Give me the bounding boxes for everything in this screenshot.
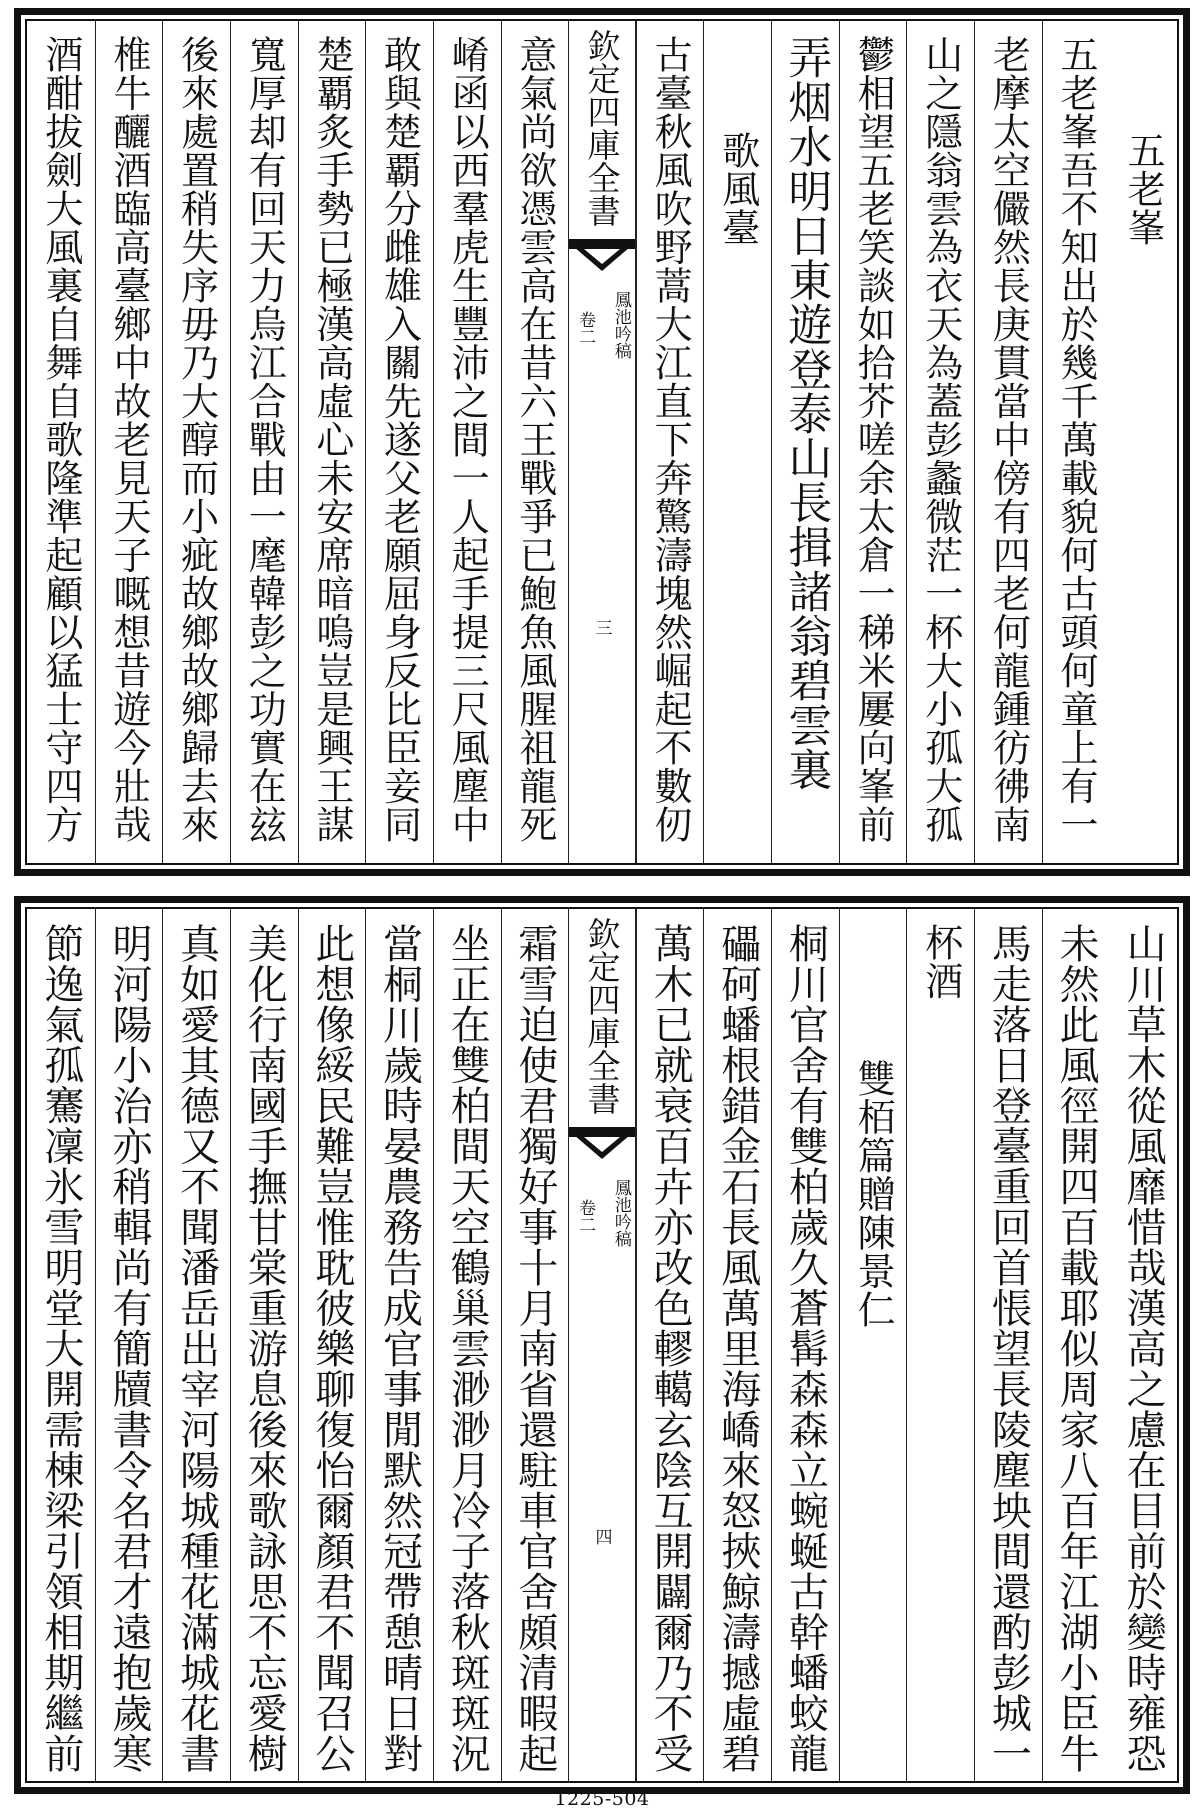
- text-column: [703, 909, 771, 1781]
- column-text: 節逸氣孤騫凜氷雪明堂大開需棟梁引領相期繼前: [37, 923, 84, 1774]
- column-text: 敢與楚覇分雌雄入關先遂父老願屈身反比臣妾同: [377, 35, 422, 844]
- column-text: 明河陽小治亦稍輯尚有簡牘書令名君才遠抱歲寒: [105, 923, 152, 1774]
- column-text: 椎牛釃酒臨高臺鄉中故老見天子嘅想昔遊今壯哉: [106, 35, 151, 844]
- column-text: 真如愛其德又不聞潘岳出宰河陽城種花滿城花書: [173, 923, 220, 1774]
- text-column: [839, 909, 907, 1781]
- text-column: [162, 21, 230, 863]
- column-text: 後來處置稍失序毋乃大醇而小疵故鄉故鄉歸去來: [174, 35, 219, 844]
- column-text: 弄烟水明日東遊登泰山長揖諸翁碧雲裏: [780, 35, 832, 792]
- text-column: [1109, 909, 1177, 1781]
- page-number: 三: [591, 618, 612, 636]
- text-column: [298, 909, 366, 1781]
- column-text: 老摩太空儼然長庚貫當中傍有四老何龍鍾彷彿南: [986, 35, 1031, 844]
- column-text: 五老峯吾不知出於幾千萬載貌何古頭何童上有一: [1054, 35, 1099, 844]
- text-column: [298, 21, 366, 863]
- text-column: [636, 21, 704, 863]
- volume-label: 卷二: [575, 311, 596, 345]
- column-text: 山之隱翁雲為衣天為蓋彭蠡微茫一杯大小孤大孤: [918, 35, 963, 844]
- text-column: [636, 909, 704, 1781]
- column-text: 楚覇炙手勢已極漢高虛心未安席暗嗚豈是興王謀: [309, 35, 354, 844]
- text-column: [501, 909, 569, 1781]
- top-page-frame: [14, 8, 1190, 876]
- library-title: 欽定四庫全書: [582, 917, 622, 1115]
- column-text: 酒酣拔劍大風裏自舞自歌隆準起顧以猛士守四方: [38, 35, 83, 844]
- page-center-header: [568, 909, 636, 1781]
- top-page-text-block: [25, 19, 1179, 865]
- text-column: [839, 21, 907, 863]
- text-column: [974, 21, 1042, 863]
- text-column: [433, 21, 501, 863]
- text-column: [27, 909, 95, 1781]
- text-column: [771, 909, 839, 1781]
- page-number: 四: [591, 1528, 612, 1546]
- text-column: [365, 909, 433, 1781]
- column-text: 此想像綏民難豈惟耽彼樂聊復怡爾顏君不聞召公: [308, 923, 355, 1774]
- text-column: [1042, 909, 1110, 1781]
- column-text: 杯酒: [918, 923, 963, 1000]
- text-column: [433, 909, 501, 1781]
- text-column: [95, 21, 163, 863]
- text-column: [27, 21, 95, 863]
- fish-tail-mark-icon: [569, 239, 635, 273]
- column-text: 馬走落日登臺重回首悵望長陵塵坱間還酌彭城一: [985, 923, 1032, 1774]
- volume-label: 卷二: [575, 1199, 596, 1233]
- column-text: 寬厚却有回天力烏江合戰由一麾韓彭之功實在玆: [242, 35, 287, 844]
- bottom-page-frame: [14, 896, 1190, 1794]
- text-column: [771, 21, 839, 863]
- library-title: 欽定四庫全書: [582, 29, 622, 227]
- text-column: [906, 909, 974, 1781]
- column-text: 萬木已就衰百卉亦改色轇轕玄陰互開闢爾乃不受: [647, 923, 694, 1774]
- column-text: 坐正在雙柏間天空鶴巢雲渺渺月冷子落秋斑斑況: [444, 923, 491, 1774]
- column-text: 崤函以西羣虎生豐沛之間一人起手提三尺風塵中: [445, 35, 490, 844]
- bottom-page-text-block: [25, 907, 1179, 1783]
- text-column: [501, 21, 569, 863]
- column-text: 桐川官舍有雙柏歲久蒼髯森森立蜿蜒古幹蟠蛟龍: [782, 923, 829, 1774]
- page-catalog-number: 1225-504: [554, 1788, 650, 1810]
- book-title: 鳳池吟稿: [610, 1179, 631, 1247]
- text-column: [230, 21, 298, 863]
- text-column: [974, 909, 1042, 1781]
- column-text: 山川草木從風靡惜哉漢高之慮在目前於變時雍恐: [1120, 923, 1167, 1774]
- column-text: 未然此風徑開四百載耶似周家八百年江湖小臣牛: [1053, 923, 1100, 1774]
- text-column: [1109, 21, 1177, 863]
- text-column: [95, 909, 163, 1781]
- column-text: 五老峯: [1121, 131, 1166, 247]
- text-column: [162, 909, 230, 1781]
- column-text: 霜雪迫使君獨好事十月南省還駐車官舍頗清暇起: [511, 923, 558, 1774]
- column-text: 意氣尚欲憑雲高在昔六王戰爭已鮑魚風腥祖龍死: [512, 35, 557, 844]
- column-text: 歌風臺: [715, 131, 760, 247]
- column-text: 鬱相望五老笑談如拾芥嗟余太倉一稊米屢向峯前: [851, 35, 896, 844]
- fish-tail-mark-icon: [569, 1127, 635, 1161]
- page-center-header: [568, 21, 636, 863]
- text-column: [703, 21, 771, 863]
- book-title: 鳳池吟稿: [610, 291, 631, 359]
- text-column: [365, 21, 433, 863]
- column-text: 美化行南國手撫甘棠重游息後來歌詠思不忘愛樹: [241, 923, 288, 1774]
- column-text: 當桐川歲時晏農務告成官事閒默然冠帶憩晴日對: [376, 923, 423, 1774]
- column-text: 雙栢篇贈陳景仁: [851, 1059, 896, 1329]
- text-column: [1042, 21, 1110, 863]
- column-text: 古臺秋風吹野蒿大江直下奔驚濤塊然崛起不數仞: [648, 35, 693, 844]
- text-column: [906, 21, 974, 863]
- text-column: [230, 909, 298, 1781]
- column-text: 礧砢蟠根錯金石長風萬里海嶠來怒挾鯨濤撼虛碧: [714, 923, 761, 1774]
